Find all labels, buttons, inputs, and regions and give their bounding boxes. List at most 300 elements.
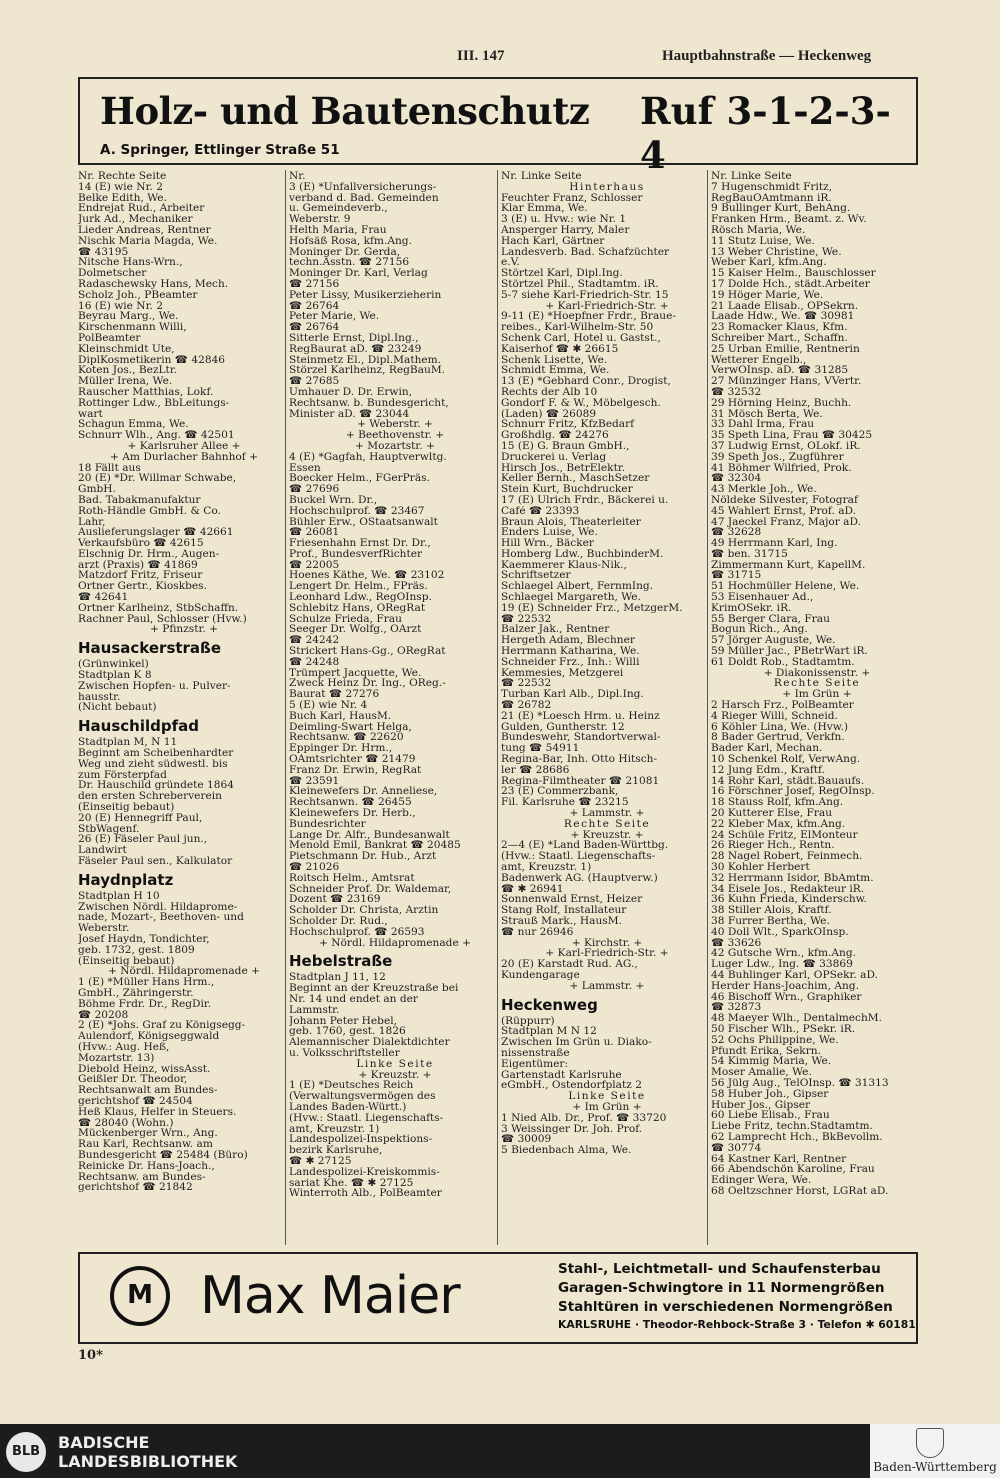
directory-entry: Reinicke Dr. Hans-Joach.,: [78, 1160, 215, 1172]
directory-entry: 53 Eisenhauer Ad.,: [711, 592, 814, 603]
directory-entry: 55 Berger Clara, Frau: [711, 613, 830, 625]
directory-entry: gerichtshof ☎ 24504: [78, 1095, 193, 1107]
directory-entry: ☎ 24248: [289, 656, 340, 668]
directory-entry: Stang Rolf, Installateur: [501, 905, 627, 916]
directory-entry: 1 Nied Alb. Dr., Prof. ☎ 33720: [501, 1112, 667, 1124]
directory-entry: ☎ 20208: [78, 1009, 129, 1021]
directory-entry: Störzel Karlheinz, RegBauM.: [289, 365, 446, 377]
directory-entry: 1 (E) *Deutsches Reich: [289, 1080, 414, 1092]
directory-entry: Zwischen Hopfen- u. Pulver-: [78, 680, 231, 692]
directory-entry: gerichtshof ☎ 21842: [78, 1182, 193, 1194]
directory-entry: Zwischen Im Grün u. Diako-: [501, 1037, 652, 1048]
directory-entry: 48 Maeyer Wlh., DentalmechM.: [711, 1013, 883, 1024]
directory-entry: + Nördl. Hildapromenade +: [319, 937, 471, 949]
directory-entry: tung ☎ 54911: [501, 743, 580, 755]
page-header: [0, 46, 1000, 70]
column-divider: [497, 170, 498, 1245]
directory-entry: u. Volksschriftsteller: [289, 1047, 400, 1059]
directory-entry: Beginnt am Scheibenhardter: [78, 748, 234, 759]
directory-entry: Huber Jos., Gipser: [711, 1099, 811, 1111]
directory-entry: 42 Gutsche Wrn., kfm.Ang.: [711, 948, 856, 960]
directory-entry: 4 Rieger Willi, Schneid.: [711, 710, 838, 722]
directory-entry: reibes., Karl-Wilhelm-Str. 50: [501, 322, 654, 333]
bottom-advertisement: [78, 1252, 918, 1344]
street-heading: Haydnplatz: [78, 870, 174, 889]
directory-entry: ☎ 22005: [289, 559, 340, 571]
directory-entry: Koten Jos., BezLtr.: [78, 365, 178, 377]
directory-entry: Luger Ldw., Ing. ☎ 33869: [711, 959, 853, 970]
column-divider: [285, 170, 286, 1245]
directory-entry: Hach Karl, Gärtner: [501, 235, 605, 247]
directory-entry: Linke Seite: [568, 1091, 646, 1102]
directory-entry: 56 Jülg Aug., TelOInsp. ☎ 31313: [711, 1077, 889, 1089]
directory-entry: Moser Amalie, We.: [711, 1067, 812, 1078]
directory-entry: Moninger Dr. Gerda,: [289, 246, 401, 258]
directory-entry: Gondorf F. & W., Möbelgesch.: [501, 397, 661, 409]
directory-entry: 27 Münzinger Hans, VVertr.: [711, 376, 862, 387]
directory-entry: Scholder Dr. Christa, Ärztin: [289, 905, 439, 916]
directory-entry: (Nicht bebaut): [78, 702, 157, 714]
directory-entry: (Verwaltungsvermögen des: [289, 1091, 436, 1102]
directory-entry: Weber Karl, kfm.Ang.: [711, 257, 827, 269]
directory-entry: Rösch Maria, We.: [711, 224, 806, 236]
directory-entry: Josef Haydn, Tondichter,: [78, 934, 210, 945]
directory-entry: (Hvw.: Staatl. Liegenschafts-: [289, 1112, 444, 1124]
directory-entry: VerwOInsp. aD. ☎ 31285: [711, 365, 849, 377]
directory-entry: Bühler Erw., OStaatsanwalt: [289, 516, 438, 528]
directory-entry: ☎ 26782: [501, 700, 552, 711]
directory-entry: 3 Weissinger Dr. Joh. Prof.: [501, 1123, 643, 1135]
directory-entry: eGmbH., Ostendorfplatz 2: [501, 1080, 642, 1092]
directory-entry: Dr. Hauschild gründete 1864: [78, 780, 235, 792]
directory-entry: Sitterle Ernst, Dipl.Ing.,: [289, 332, 419, 344]
directory-entry: 46 Bischoff Wrn., Graphiker: [711, 991, 862, 1003]
directory-entry: Schneider Prof. Dr. Waldemar,: [289, 883, 452, 895]
directory-entry: Nöldeke Silvester, Fotograf: [711, 494, 858, 506]
directory-entry: Stadtplan M N 12: [501, 1026, 597, 1038]
directory-entry: GmbH., Zähringerstr.: [78, 987, 194, 999]
directory-entry: Rechtsanwalt am Bundes-: [78, 1085, 218, 1096]
directory-entry: ☎ 32628: [711, 527, 762, 539]
directory-entry: Landesverb. Bad. Schafzüchter: [501, 246, 670, 258]
directory-entry: Rechte Seite: [773, 678, 861, 690]
directory-entry: 1 (E) *Müller Hans Hrm.,: [78, 977, 215, 988]
directory-entry: 18 Fällt aus: [78, 462, 141, 474]
directory-entry: Schagun Emma, We.: [78, 419, 189, 431]
directory-entry: Leonhard Ldw., RegOInsp.: [289, 592, 432, 603]
directory-entry: Peter Lissy, Musikerzieherin: [289, 289, 442, 301]
directory-entry: 41 Böhmer Wilfried, Prok.: [711, 462, 852, 474]
directory-entry: Umhauer D. Dr. Erwin,: [289, 386, 413, 398]
directory-entry: Hirsch Jos., BetrElektr.: [501, 462, 626, 474]
directory-entry: 23 (E) Commerzbank,: [501, 786, 619, 798]
directory-entry: Kaiserhof ☎ ✱ 26615: [501, 343, 619, 355]
directory-entry: Deimling-Swart Helga,: [289, 721, 412, 733]
directory-entry: Bad. Tabakmanufaktur: [78, 494, 201, 506]
directory-entry: 58 Huber Joh., Gipser: [711, 1088, 829, 1100]
directory-entry: Franz Dr. Erwin, RegRat: [289, 764, 422, 776]
directory-entry: geb. 1760, gest. 1826: [289, 1026, 406, 1038]
directory-entry: PolBeamter: [78, 332, 141, 344]
directory-entry: Auslieferungslager ☎ 42661: [78, 527, 234, 539]
directory-entry: 19 (E) Schneider Frz., MetzgerM.: [501, 602, 683, 614]
directory-entry: Eigentümer:: [501, 1058, 569, 1070]
directory-entry: + Kreuzstr. +: [358, 1069, 432, 1081]
directory-entry: 44 Buhlinger Karl, OPSekr. aD.: [711, 969, 878, 981]
ad-phone: Ruf 3-1-2-3-4: [640, 89, 891, 177]
directory-entry: Störtzel Phil., Stadtamtm. iR.: [501, 278, 659, 290]
directory-entry: 61 Doldt Rob., Stadtamtm.: [711, 656, 855, 668]
directory-entry: Lammstr.: [289, 1004, 340, 1016]
directory-entry: Pfundt Erika, Sekrn.: [711, 1045, 821, 1057]
directory-entry: 32 Herrmann Isidor, BbAmtm.: [711, 872, 874, 884]
directory-entry: hausstr.: [78, 691, 121, 703]
directory-entry: Regina-Bar, Inh. Otto Hitsch-: [501, 754, 658, 765]
directory-column-1: [78, 171, 290, 1193]
directory-entry: 16 Förschner Josef, RegOInsp.: [711, 786, 875, 798]
directory-entry: Bundeswehr, Standortverwal-: [501, 732, 661, 744]
directory-column-4: [711, 171, 923, 1197]
directory-entry: Nr. Linke Seite: [501, 171, 582, 182]
directory-entry: 28 Nagel Robert, Feinmech.: [711, 851, 863, 862]
directory-entry: Nischk Maria Magda, We.: [78, 235, 218, 247]
directory-entry: + Beethovenstr. +: [345, 430, 445, 441]
directory-entry: Balzer Jak., Rentner: [501, 624, 610, 636]
directory-entry: Landespolizei-Inspektions-: [289, 1134, 433, 1146]
directory-entry: Bogun Rich., Ang.: [711, 624, 808, 636]
directory-entry: (Laden) ☎ 26089: [501, 408, 597, 420]
directory-entry: 38 Furrer Bertha, We.: [711, 915, 830, 927]
directory-entry: Herder Hans-Joachim, Ang.: [711, 980, 859, 992]
directory-entry: 2 (E) *Johs. Graf zu Königsegg-: [78, 1020, 246, 1032]
directory-entry: Buch Karl, HausM.: [289, 710, 392, 722]
directory-entry: 12 Jung Edm., Kraftf.: [711, 764, 825, 776]
directory-entry: den ersten Schreberverein: [78, 791, 222, 803]
directory-entry: techn.Asstn. ☎ 27156: [289, 257, 410, 269]
directory-entry: 4 (E) *Gagfah, Hauptverwltg.: [289, 451, 447, 463]
directory-entry: 59 Müller Jac., PBetrWart iR.: [711, 646, 868, 657]
directory-entry: 57 Jörger Auguste, We.: [711, 635, 836, 647]
directory-entry: ☎ 32873: [711, 1002, 762, 1014]
directory-entry: Pietschmann Dr. Hub., Arzt: [289, 851, 437, 862]
directory-entry: (Einseitig bebaut): [78, 802, 175, 813]
directory-entry: 35 Speth Lina, Frau ☎ 30425: [711, 430, 873, 441]
directory-entry: Hergeth Adam, Blechner: [501, 635, 635, 647]
directory-entry: nade, Mozart-, Beethoven- und: [78, 912, 244, 924]
directory-entry: ☎ 33626: [711, 937, 762, 949]
library-footer: [0, 1424, 1000, 1478]
directory-entry: Stein Kurt, Buchdrucker: [501, 484, 633, 495]
directory-entry: Fil. Karlsruhe ☎ 23215: [501, 797, 629, 809]
directory-entry: Mozartstr. 13): [78, 1052, 155, 1064]
directory-entry: + Im Grün +: [782, 689, 852, 701]
directory-entry: 13 (E) *Gebhard Conr., Drogist,: [501, 376, 671, 387]
directory-entry: Enders Luise, We.: [501, 527, 598, 539]
directory-entry: Trümpert Jacquette, We.: [289, 667, 422, 679]
directory-entry: sariat Khe. ☎ ✱ 27125: [289, 1177, 414, 1189]
directory-entry: KrimOSekr. iR.: [711, 602, 792, 614]
directory-entry: + Karl-Friedrich-Str. +: [545, 300, 669, 312]
directory-entry: Kleinschmidt Ute,: [78, 343, 175, 355]
page-number: III. 147: [457, 48, 505, 64]
directory-entry: Hinterhaus: [569, 181, 645, 193]
directory-entry: 37 Ludwig Ernst, OLokf. iR.: [711, 440, 861, 452]
directory-entry: Roth-Händle GmbH. & Co.: [78, 505, 221, 517]
directory-entry: + Lammstr. +: [569, 980, 645, 992]
ad-services: Stahl-, Leichtmetall- und Schaufensterbau Garagen-Schwingtore in 11 Normengrößen Stahltüren in verschiedenen Normengrößen: [558, 1261, 893, 1315]
directory-entry: + Im Grün +: [572, 1101, 642, 1113]
directory-entry: 13 Weber Christine, We.: [711, 246, 842, 258]
directory-entry: 62 Lamprecht Hch., BkBevollm.: [711, 1131, 883, 1143]
directory-entry: Liebe Fritz, techn.Stadtamtm.: [711, 1121, 873, 1132]
directory-entry: RegBauOAmtmann iR.: [711, 192, 832, 204]
directory-entry: Stadtplan M, N 11: [78, 737, 178, 749]
column-divider: [707, 170, 708, 1245]
directory-entry: Schnurr Fritz, KfzBedarf: [501, 419, 635, 431]
directory-entry: Weberstr.: [78, 923, 130, 934]
directory-entry: Schriftsetzer: [501, 570, 571, 582]
directory-entry: Homberg Ldw., BuchbinderM.: [501, 548, 664, 560]
directory-entry: 20 (E) Karstadt Rud. AG.,: [501, 959, 638, 970]
directory-entry: 15 (E) G. Braun GmbH.,: [501, 440, 630, 452]
directory-entry: Rauscher Matthias, Lokf.: [78, 386, 214, 398]
directory-entry: Lengert Dr. Helm., FPräs.: [289, 581, 428, 593]
directory-entry: Hofsäß Rosa, kfm.Ang.: [289, 235, 412, 247]
directory-entry: Boecker Helm., FGerPräs.: [289, 473, 430, 485]
directory-entry: Peter Marie, We.: [289, 311, 380, 323]
street-heading: Heckenweg: [501, 995, 598, 1014]
directory-entry: Schreiber Mart., Schaffn.: [711, 332, 848, 344]
directory-entry: + Kirchstr. +: [571, 937, 643, 949]
directory-entry: Rau Karl, Rechtsanw. am: [78, 1139, 213, 1150]
directory-entry: ☎ 26081: [289, 527, 340, 539]
directory-entry: 23 Romacker Klaus, Kfm.: [711, 322, 848, 333]
directory-entry: 34 Eisele Jos., Redakteur iR.: [711, 883, 865, 895]
directory-entry: ☎ 23591: [289, 775, 340, 787]
directory-entry: 20 (E) *Dr. Willmar Schwabe,: [78, 473, 237, 485]
directory-entry: Diebold Heinz, wissAsst.: [78, 1063, 211, 1075]
directory-column-2: [289, 171, 501, 1199]
directory-entry: Alemannischer Dialektdichter: [289, 1037, 450, 1048]
coat-of-arms-icon: [916, 1428, 944, 1458]
directory-entry: Ortner Gertr., Kioskbes.: [78, 581, 207, 593]
directory-entry: Nr. Rechte Seite: [78, 171, 167, 182]
directory-entry: Lange Dr. Alfr., Bundesanwalt: [289, 829, 450, 841]
directory-entry: 20 Kutterer Else, Frau: [711, 808, 833, 819]
directory-entry: DiplKosmetikerin ☎ 42846: [78, 354, 226, 366]
directory-entry: + Nördl. Hildapromenade +: [108, 966, 260, 978]
directory-entry: + Lammstr. +: [569, 808, 645, 819]
directory-entry: ☎ ✱ 26941: [501, 883, 564, 895]
directory-entry: Gartenstadt Karlsruhe: [501, 1069, 622, 1081]
directory-entry: Nr. Linke Seite: [711, 171, 792, 182]
directory-entry: Belke Edith, We.: [78, 192, 167, 204]
directory-entry: amt, Kreuzstr. 1): [501, 862, 592, 873]
directory-entry: ☎ 22532: [501, 613, 552, 625]
directory-entry: Elschnig Dr. Hrm., Augen-: [78, 548, 220, 560]
directory-entry: 36 Kuhn Frieda, Kinderschw.: [711, 894, 867, 906]
directory-entry: ☎ 30009: [501, 1134, 552, 1146]
directory-entry: Großhdlg. ☎ 24276: [501, 430, 609, 441]
directory-entry: 22 Kleber Max, kfm.Ang.: [711, 818, 846, 830]
directory-entry: + Pfinzstr. +: [149, 624, 219, 636]
directory-entry: 68 Oeltzschner Horst, LGRat aD.: [711, 1185, 889, 1197]
directory-entry: Rechtsanw. am Bundes-: [78, 1171, 206, 1183]
directory-entry: Dozent ☎ 23169: [289, 894, 381, 906]
directory-entry: Schlaegel Margareth, We.: [501, 592, 641, 603]
directory-entry: 50 Fischer Wlh., PSekr. iR.: [711, 1023, 856, 1035]
directory-entry: Nr.: [289, 171, 306, 182]
directory-entry: Linke Seite: [356, 1058, 434, 1070]
directory-entry: Landespolizei-Kreiskommis-: [289, 1166, 440, 1178]
directory-entry: Stadtplan H 10: [78, 890, 160, 902]
directory-entry: ☎ ben. 31715: [711, 548, 788, 560]
directory-entry: Matzdorf Fritz, Friseur: [78, 570, 203, 582]
street-heading: Hauschildpfad: [78, 717, 199, 736]
directory-entry: Zimmermann Kurt, KapellM.: [711, 559, 866, 571]
directory-entry: Lahr,: [78, 516, 106, 528]
directory-entry: Hoenes Käthe, We. ☎ 23102: [289, 570, 445, 582]
directory-entry: Strauß Mark., HausM.: [501, 915, 622, 927]
directory-entry: 19 Höger Marie, We.: [711, 289, 824, 301]
directory-entry: Bundesgericht ☎ 25484 (Büro): [78, 1149, 248, 1161]
directory-entry: 26 (E) Fäseler Paul jun.,: [78, 834, 208, 846]
directory-entry: verband d. Bad. Gemeinden: [289, 192, 439, 204]
directory-entry: Böhme Frdr. Dr., RegDir.: [78, 998, 212, 1010]
directory-entry: Moninger Dr. Karl, Verlag: [289, 268, 428, 279]
directory-entry: Nr. 14 und endet an der: [289, 993, 418, 1005]
directory-entry: 47 Jaeckel Franz, Major aD.: [711, 516, 861, 528]
directory-entry: Laade Hdw., We. ☎ 30981: [711, 311, 855, 323]
directory-entry: 31 Mösch Berta, We.: [711, 408, 823, 420]
directory-entry: Störtzel Karl, Dipl.Ing.: [501, 268, 623, 279]
directory-entry: Kleinewefers Dr. Herb.,: [289, 808, 416, 819]
directory-entry: StbWagenf.: [78, 823, 140, 835]
directory-entry: Schenk Carl, Hotel u. Gastst.,: [501, 332, 661, 344]
directory-entry: Schulze Frieda, Frau: [289, 613, 402, 625]
directory-entry: Rechtsanwn. ☎ 26455: [289, 797, 412, 809]
directory-entry: Edinger Wera, We.: [711, 1175, 812, 1186]
directory-entry: Lieder Andreas, Rentner: [78, 224, 211, 236]
directory-entry: Schneider Frz., Inh.: Willi: [501, 656, 640, 668]
directory-entry: Menold Emil, Bankrat ☎ 20485: [289, 840, 461, 852]
directory-entry: 14 (E) wie Nr. 2: [78, 181, 163, 193]
directory-entry: 21 Laade Elisab., OPSekrn.: [711, 300, 859, 312]
directory-entry: + Am Durlacher Bahnhof +: [110, 451, 258, 463]
directory-entry: Eppinger Dr. Hrm.,: [289, 743, 393, 755]
directory-entry: Gulden, Guntherstr. 12: [501, 721, 625, 733]
directory-column-3: [501, 171, 713, 1156]
directory-entry: Rottinger Ldw., BbLeitungs-: [78, 397, 230, 409]
directory-entry: Schmidt Emma, We.: [501, 365, 610, 377]
directory-entry: nissenstraße: [501, 1047, 570, 1059]
directory-entry: Weberstr. 9: [289, 214, 351, 225]
directory-entry: Mückenberger Wrn., Ang.: [78, 1128, 218, 1140]
directory-entry: 8 Bader Gertrud, Verkfn.: [711, 732, 845, 744]
directory-entry: Landes Baden-Württ.): [289, 1101, 407, 1113]
directory-entry: Sonnenwald Ernst, Heizer: [501, 894, 643, 906]
directory-entry: ☎ nur 26946: [501, 926, 574, 938]
directory-entry: Bundesrichter: [289, 818, 366, 830]
directory-entry: Zwischen Nördl. Hildaprome-: [78, 901, 238, 913]
directory-entry: 49 Herrmann Karl, Ing.: [711, 538, 838, 549]
directory-entry: Schnurr Wlh., Ang. ☎ 42501: [78, 430, 235, 441]
directory-entry: GmbH.: [78, 484, 116, 495]
directory-entry: wart: [78, 408, 103, 420]
directory-entry: Hochschulprof. ☎ 26593: [289, 926, 425, 938]
directory-entry: 3 (E) *Unfallversicherungs-: [289, 181, 437, 193]
directory-entry: geb. 1732, gest. 1809: [78, 944, 195, 956]
directory-entry: 45 Wahlert Ernst, Prof. aD.: [711, 505, 856, 517]
ad-company-name: Max Maier: [200, 1266, 460, 1326]
directory-entry: ☎ 43195: [78, 246, 129, 258]
directory-entry: bezirk Karlsruhe,: [289, 1145, 383, 1156]
directory-entry: Stadtplan K 8: [78, 670, 152, 681]
directory-entry: 20 (E) Hennegriff Paul,: [78, 812, 203, 824]
directory-entry: 17 Dolde Hch., städt.Arbeiter: [711, 278, 870, 290]
directory-entry: Steinmetz El., Dipl.Mathem.: [289, 354, 442, 366]
directory-entry: Geißler Dr. Theodor,: [78, 1074, 188, 1086]
directory-entry: + Kreuzstr. +: [570, 829, 644, 841]
directory-entry: Schenk Lisette, We.: [501, 354, 608, 366]
library-name: BADISCHE LANDESBIBLIOTHEK: [58, 1433, 238, 1471]
directory-entry: + Karl-Friedrich-Str. +: [545, 948, 669, 960]
directory-entry: 66 Abendschön Karoline, Frau: [711, 1164, 875, 1176]
directory-entry: + Weberstr. +: [357, 419, 433, 431]
directory-entry: + Mozartstr. +: [355, 440, 435, 452]
directory-entry: Radaschewsky Hans, Mech.: [78, 278, 229, 290]
blb-logo-icon: BLB: [6, 1432, 46, 1472]
directory-entry: Jurk Ad., Mechaniker: [78, 214, 193, 225]
directory-entry: Verkaufsbüro ☎ 42615: [78, 538, 204, 549]
directory-entry: ☎ 27685: [289, 376, 340, 387]
directory-entry: ☎ 27156: [289, 278, 340, 290]
directory-entry: 64 Kastner Karl, Rentner: [711, 1153, 847, 1165]
directory-entry: 24 Schüle Fritz, ElMonteur: [711, 829, 858, 841]
directory-entry: Aulendorf, Königseggwald: [78, 1031, 220, 1042]
directory-entry: Klar Emma, We.: [501, 203, 588, 215]
directory-entry: 25 Urban Emilie, Rentnerin: [711, 343, 860, 355]
directory-entry: Turban Karl Alb., Dipl.Ing.: [501, 689, 644, 701]
directory-entry: Kleinewefers Dr. Anneliese,: [289, 786, 438, 798]
directory-entry: ☎ 27696: [289, 484, 340, 495]
directory-entry: 38 Stiller Alois, Kraftf.: [711, 905, 832, 916]
directory-entry: Scholz Joh., PBeamter: [78, 289, 198, 301]
ad-address: A. Springer, Ettlinger Straße 51: [100, 142, 340, 158]
directory-entry: Seeger Dr. Wolfg., OArzt: [289, 624, 422, 636]
directory-entry: Stadtplan J 11, 12: [289, 972, 386, 984]
directory-entry: Strickert Hans-Gg., ORegRat: [289, 646, 446, 657]
directory-entry: Schlaegel Albert, FernmIng.: [501, 581, 654, 593]
directory-entry: Franken Hrm., Beamt. z. Wv.: [711, 214, 867, 225]
directory-entry: Baurat ☎ 27276: [289, 689, 380, 701]
directory-entry: arzt (Praxis) ☎ 41869: [78, 559, 198, 571]
directory-entry: amt, Kreuzstr. 1): [289, 1123, 380, 1135]
directory-entry: 6 Köhler Lina, We. (Hvw.): [711, 721, 849, 733]
directory-entry: ☎ 32304: [711, 473, 762, 485]
directory-entry: 54 Kimmig Maria, We.: [711, 1056, 832, 1068]
directory-entry: (Hvw.: Aug. Heß,: [78, 1041, 170, 1053]
directory-entry: Heß Klaus, Helfer in Steuers.: [78, 1106, 237, 1118]
directory-entry: Kundengarage: [501, 969, 580, 981]
directory-entry: u. Gemeindeverb.,: [289, 203, 388, 215]
directory-entry: Müller Irena, We.: [78, 376, 173, 387]
directory-entry: (Hvw.: Staatl. Liegenschafts-: [501, 851, 656, 862]
directory-entry: 2—4 (E) *Land Baden-Württbg.: [501, 840, 669, 852]
directory-entry: 5-7 siehe Karl-Friedrich-Str. 15: [501, 289, 669, 301]
directory-entry: Rachner Paul, Schlosser (Hvw.): [78, 613, 247, 625]
directory-entry: ler ☎ 28686: [501, 764, 570, 776]
